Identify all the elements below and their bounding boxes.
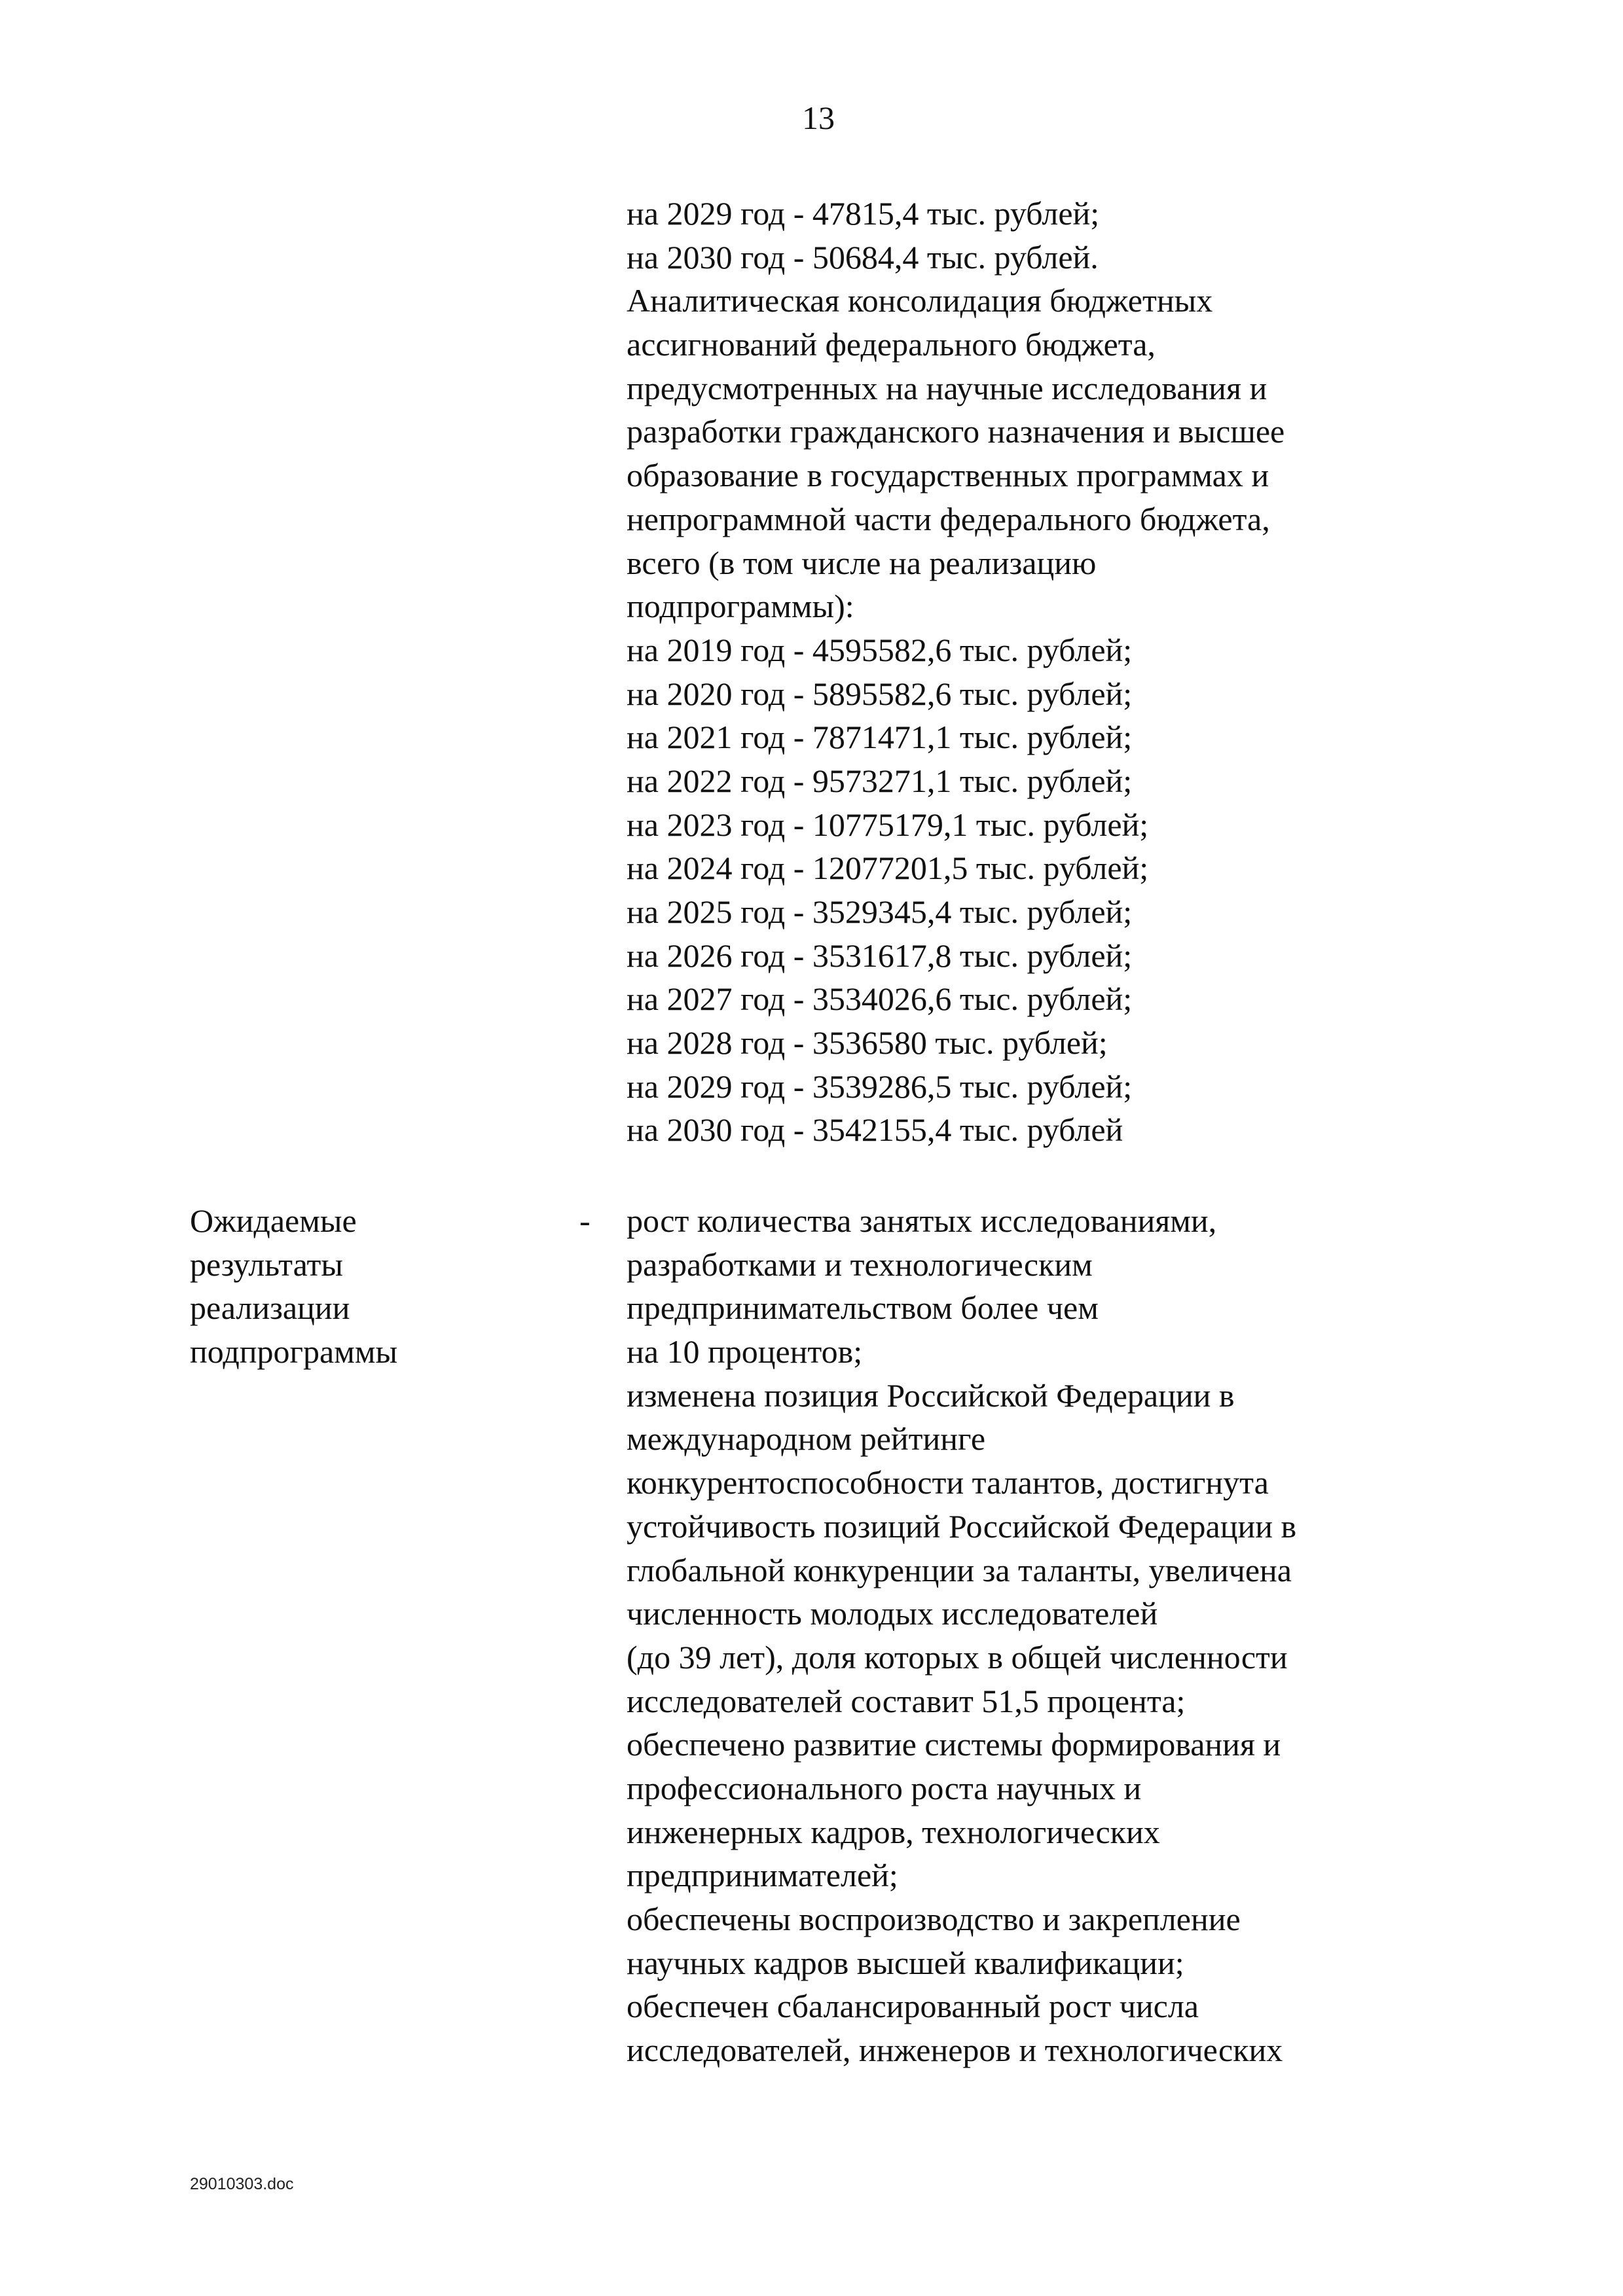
funding-line: на 2029 год - 3539286,5 тыс. рублей;	[627, 1067, 1133, 1105]
results-line: разработками и технологическим	[627, 1246, 1093, 1283]
funding-line: на 2019 год - 4595582,6 тыс. рублей;	[627, 631, 1133, 668]
funding-line: разработки гражданского назначения и высшее	[627, 413, 1285, 450]
results-line: устойчивость позиций Российской Федерации в	[627, 1507, 1297, 1545]
label-line: результаты	[190, 1246, 343, 1283]
funding-line: ассигнований федерального бюджета,	[627, 326, 1156, 363]
page-number: 13	[802, 99, 835, 136]
funding-line: на 2025 год - 3529345,4 тыс. рублей;	[627, 893, 1133, 930]
results-line: на 10 процентов;	[627, 1333, 863, 1371]
funding-text	[627, 192, 1478, 1152]
funding-line: на 2029 год - 47815,4 тыс. рублей;	[627, 195, 1100, 232]
funding-line: на 2023 год - 10775179,1 тыс. рублей;	[627, 806, 1149, 843]
results-line: исследователей составит 51,5 процента;	[627, 1682, 1186, 1719]
results-line: обеспечено развитие системы формирования и	[627, 1726, 1281, 1763]
results-line: международном рейтинге	[627, 1420, 986, 1458]
funding-line: на 2027 год - 3534026,6 тыс. рублей;	[627, 980, 1133, 1018]
funding-line: непрограммной части федерального бюджета,	[627, 500, 1270, 537]
label-line: реализации	[190, 1289, 350, 1327]
results-line: предпринимательством более чем	[627, 1289, 1099, 1327]
funding-line: подпрограммы):	[627, 588, 854, 625]
separator-dash: -	[579, 1202, 591, 1239]
expected-results-label	[190, 1199, 397, 1374]
results-line: инженерных кадров, технологических	[627, 1813, 1160, 1850]
funding-line: всего (в том числе на реализацию	[627, 544, 1097, 581]
funding-line: на 2024 год - 12077201,5 тыс. рублей;	[627, 850, 1149, 887]
funding-line: на 2026 год - 3531617,8 тыс. рублей;	[627, 937, 1133, 974]
label-line: подпрограммы	[190, 1333, 398, 1371]
expected-results-text	[627, 1199, 1478, 2072]
funding-line: на 2022 год - 9573271,1 тыс. рублей;	[627, 762, 1133, 799]
results-line: обеспечены воспроизводство и закрепление	[627, 1901, 1241, 1937]
results-line: профессионального роста научных и	[627, 1769, 1142, 1806]
results-line: численность молодых исследователей	[627, 1595, 1158, 1632]
funding-line: на 2028 год - 3536580 тыс. рублей;	[627, 1024, 1108, 1062]
results-line: исследователей, инженеров и технологических	[627, 2032, 1283, 2069]
funding-line: на 2021 год - 7871471,1 тыс. рублей;	[627, 719, 1133, 756]
funding-line: предусмотренных на научные исследования и	[627, 369, 1267, 406]
results-line: глобальной конкуренции за таланты, увеличена	[627, 1551, 1292, 1588]
document-code: 29010303.doc	[190, 2175, 294, 2193]
results-line: конкурентоспособности талантов, достигнута	[627, 1464, 1269, 1501]
results-line: предпринимателей;	[627, 1857, 898, 1894]
funding-line: на 2030 год - 3542155,4 тыс. рублей	[627, 1111, 1123, 1149]
results-line: рост количества занятых исследованиями,	[627, 1202, 1217, 1239]
funding-line: на 2030 год - 50684,4 тыс. рублей.	[627, 238, 1099, 276]
funding-line: Аналитическая консолидация бюджетных	[627, 282, 1213, 319]
results-line: (до 39 лет), доля которых в общей численности	[627, 1638, 1288, 1676]
funding-line: на 2020 год - 5895582,6 тыс. рублей;	[627, 675, 1133, 712]
results-line: научных кадров высшей квалификации;	[627, 1944, 1184, 1981]
label-line: Ожидаемые	[190, 1202, 357, 1239]
funding-line: образование в государственных программах и	[627, 457, 1269, 494]
results-line: изменена позиция Российской Федерации в	[627, 1376, 1235, 1414]
results-line: обеспечен сбалансированный рост числа	[627, 1988, 1199, 2025]
